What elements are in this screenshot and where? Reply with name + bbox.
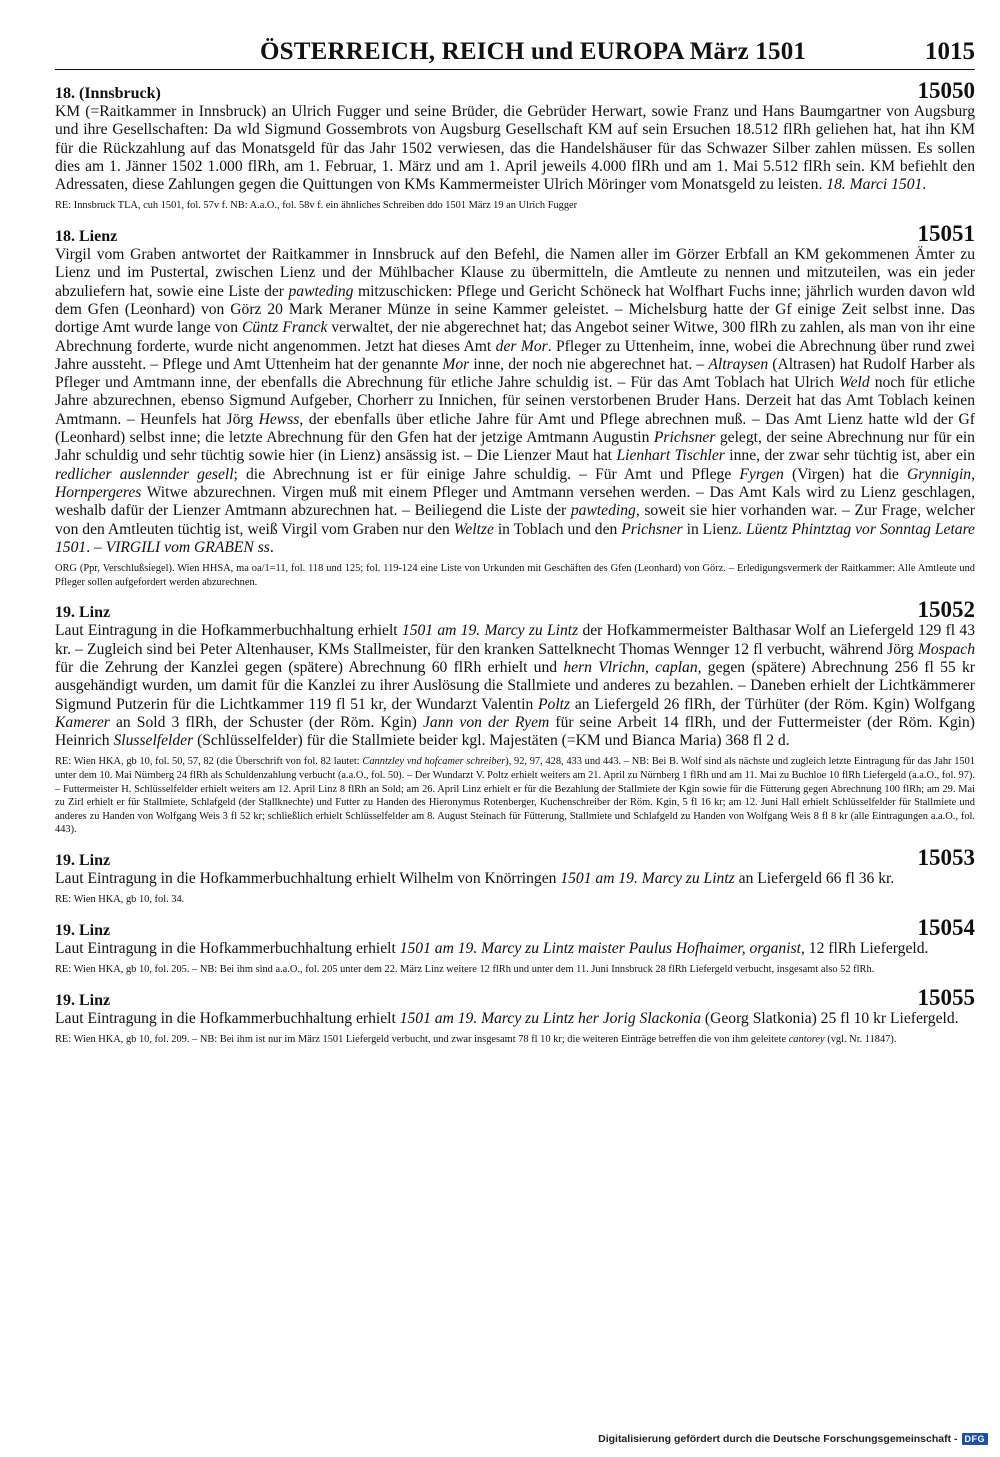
entry-body [55,246,975,557]
document-page [55,38,975,1047]
entry-date-place: 18. Lienz [55,228,118,246]
text-run: Virgil vom Graben antwortet der Raitkammer in Innsbruck auf den Befehl, die Namen aller im Görzer Erbfall an KM gekommenen Ämter zu Lienz und im Pustertal, zwischen Lienz und der Mühlbacher Klause zu übermitteln, die Amtleute zu nennen und mitzuteilen, was ein jeder abzuliefern hat, sowie eine Liste der [55,246,975,300]
text-run: RE: Wien HKA, gb 10, fol. 205. – NB: Bei ihm sind a.a.O., fol. 205 unter dem 22. März Linz weitere 12 flRh und unter dem 11. Juni Innsbruck 28 flRh Liefergeld verbucht, insgesamt also 52 flRh. [55,964,875,976]
italic-text: Jann von der Ryem [422,713,550,731]
page-number: 1015 [925,38,975,65]
italic-text: pawteding [570,502,636,520]
text-run: RE: Innsbruck TLA, cuh 1501, fol. 57v f. NB: A.a.O., fol. 58v f. ein ähnliches Schreiben ddo 1501 März 19 an Ulrich Fugger [55,200,578,212]
dfg-logo: DFG [962,1433,989,1445]
text-run: in Lienz. [682,520,746,538]
entry-date-place: 18. (Innsbruck) [55,85,161,102]
entry-number: 15051 [917,221,975,247]
text-run: für die Zehrung der Kanzlei gegen (spätere) Abrechnung 60 flRh erhielt und [55,658,564,676]
entry-body [55,940,975,958]
entry-date-place: 19. Linz [55,851,111,869]
italic-text: Weltze [453,520,494,538]
entry-number: 15052 [917,597,975,623]
text-run: gelegt, der seine Abrechnung nur für ein Jahr schuldig und sehr tüchtig sowie hier (in Lienz) ansässig ist. – Die Lienzer Maut hat [55,429,975,465]
italic-text: 1501 am 19. Marcy zu Lintz [560,869,735,887]
entry-date-place: 19. Linz [55,991,111,1009]
text-run: an Sold 3 flRh, der Schuster (der Röm. Kgin) [109,713,423,731]
text-run: Laut Eintragung in die Hofkammerbuchhaltung erhielt Wilhelm von Knörringen [55,869,561,887]
text-run: verwaltet, der nie abgerechnet hat; das Angebot seiner Witwe, 300 flRh zu zahlen, als man von ihr eine Abrechnung forderte, wurde nicht angenommen. Jetzt hat dieses Amt [55,319,975,355]
text-run: , 12 flRh Liefergeld. [800,939,929,957]
text-run: inne, der zwar sehr tüchtig ist, aber ein [724,447,975,465]
entry [55,914,975,977]
italic-text: Prichsner [653,429,716,447]
text-run: der Hofkammermeister Balthasar Wolf an Liefergeld 129 fl 43 kr. – Zugleich sind bei Peter Altenhauser, KMs Stallmeister, für den kranken Sattelknecht Thomas Wennger 12 fl verbucht, während Jörg [55,622,975,658]
italic-text: 1501 am 19. Marcy zu Lintz [401,622,579,640]
text-run: KM (=Raitkammer in Innsbruck) an Ulrich Fugger und seine Brüder, die Gebrüder Herwart, sowie Franz und Hans Baumgartner von Augsburg und ihre Gesellschaften: Da wld Sigmund Gossembrots von Augsburg Gesellschaft KM auf sein Ersuchen 18.512 flRh geliehen hat, hat ihn KM für die Rückzahlung auf das Monatsgeld für das Jahr 1502 verwiesen, das die Handelshäuser für das Schwazer Silber zahlen müssen. Es sollen dies am 1. Jänner 1502 1.000 flRh, am 1. Februar, 1. März und am 1. April jeweils 4.000 flRh und am 1. Mai 5.512 flRh sein. KM befiehlt den Adressaten, diese Zahlungen gegen die Quittungen von KMs Kammermeister Ulrich Möringer vom Monatsgeld zu leisten. [55,103,975,194]
text-run: Witwe abzurechnen. Virgen muß mit einem Pfleger und Amtmann versehen werden. – Das Amt Kals wird zu Lienz geschlagen, weshalb dafür der Lienzer Amtmann abzurechnen hat. – Beiliegend die Liste der [55,483,975,520]
entry-body [55,103,975,194]
text-run: mitzuschicken: Pflege und Gericht Schöneck hat Wolfhart Fuchs inne; jährlich wurden davon wld dem Gfen (Leonhard) von Görz 20 Mark Meraner Münze in seine Kammer geleistet. – Michelsburg hatte der Gf einige Zeit selbst inne. Das dortige Amt wurde lange von [55,282,975,337]
italic-text: Lüentz Phintztag vor Sonntag Letare 1501 [55,520,975,556]
entry-header [55,844,975,870]
text-run: (Virgen) hat die [783,465,907,483]
italic-text: 1501 am 19. Marcy zu Lintz maister Paulus Hofhaimer, organist [399,939,801,957]
italic-text: Altraysen [708,355,769,373]
italic-text: Grynnigin, Hornpergeres [55,465,976,501]
text-run: ), 92, 97, 428, 433 und 443. – NB: Bei B. Wolf sind als nächste und zugleich letzte Eintragung für das Jahr 1501 unter dem 10. Mai Nürnberg 24 flRh als Schuldenzahlung verbucht (a.a.O., fol. 50). – Der Wundarzt V. Poltz erhielt weiters am 21. April zu Nürnberg 1 flRh und am 11. Mai zu Buchloe 10 flRh Liefergeld (a.a.O., fol. 97). – Futtermeister H. Schlüsselfelder erhielt weiters am 12. April Linz 8 flRh an Sold; am 26. April Linz erhielt er für die Bezahlung der Stallmiete der Kgin sowie für die Fütterung gegen Abrechnung 100 flRh; am 29. Mai zu Zirl erhielt er für Stallmiete, Schlafgeld (der Stallknechte) und Futter zu Handen des Hieronymus Rotenberger, Kuchenschreiber der Röm. Kgin, 5 fl 16 kr; am 12. Juni Hall erhielt Schlüsselfelder für Stallmiete und anderes zu Handen von Wolfgang Weis 3 fl 52 kr; schließlich erhielt Schlüsselfelder am 8. August Steinach für Fütterung, Stallmiete und Schlafgeld zu Handen von Wolfgang Weis 8 fl 8 kr (alle Eintragungen a.a.O., fol. 443). [55,756,975,836]
entry-date-place: 19. Linz [55,921,111,939]
italic-text: Prichsner [621,520,683,538]
text-run: (vgl. Nr. 11847). [824,1034,897,1046]
text-run: (Altrasen) hat Rudolf Harber als Pfleger und Amtmann inne, der ebenfalls die Abrechnung für etliche Jahre schuldig ist. – Für das Amt Toblach hat Ulrich [55,355,975,392]
italic-text: Slusselfelder [113,732,194,750]
text-run: Laut Eintragung in die Hofkammerbuchhaltung erhielt [55,1009,400,1027]
entry-source-note [55,963,975,977]
italic-text: Mor [442,355,470,373]
text-run: , gegen (spätere) Abrechnung 256 fl 55 kr ausgehändigt wurden, um damit für die Kanzlei zu ihrer Auslösung die Stallmiete und anderes zu bezahlen. – Daneben erhielt der Lichtkämmerer Sigmund Putzerin für die Lichtkammer 119 fl 51 kr, der Wundarzt Valentin [55,658,975,713]
italic-text: Kamerer [55,713,110,731]
italic-text: redlicher auslennder gesell [55,465,234,483]
text-run: Laut Eintragung in die Hofkammerbuchhaltung erhielt [55,939,400,957]
text-run: (Georg Slatkonia) 25 fl 10 kr Liefergeld. [701,1009,959,1027]
italic-text: Weld [839,374,870,392]
italic-text: Cüntz Franck [241,319,328,337]
text-run: in Toblach und den [493,520,622,538]
entry-header [55,599,975,622]
italic-text: 1501 am 19. Marcy zu Lintz her Jorig Slackonia [399,1009,702,1027]
entry [55,984,975,1047]
text-run: (Schlüsselfelder) für die Stallmiete beider kgl. Majestäten (=KM und Bianca Maria) 368 fl 2 d. [193,732,790,750]
text-run: für seine Arbeit 14 flRh, und der Futtermeister (der Röm. Kgin) Heinrich [55,713,975,750]
entry-source-note [55,562,975,589]
text-run: Laut Eintragung in die Hofkammerbuchhaltung erhielt [55,622,402,640]
text-run: inne, der noch nie abgerechnet hat. – [469,355,709,373]
text-run: an Liefergeld 26 flRh, der Türhüter (der Röm. Kgin) Wolfgang [570,695,975,713]
footer [598,1433,988,1445]
text-run: . [922,176,927,194]
italic-text: VIRGILI vom GRABEN ss [105,538,270,556]
text-run: . – [86,538,106,556]
entry-source-note [55,893,975,907]
text-run: . Pfleger zu Uttenheim, inne, wobei die Abrechnung über rund zwei Jahre aussteht. – Pflege und Amt Uttenheim hat der genannte [55,337,975,373]
running-head [55,38,975,70]
entries-list [55,80,975,1047]
text-run: ORG (Ppr, Verschlußsiegel). Wien HHSA, ma oa/1=11, fol. 118 und 125; fol. 119-124 eine Liste von Urkunden mit Geschäften des Gfen (Leonhard) von Görz. – Erledigungsvermerk der Raitkammer: Alle Amtleute und Pfleger sollen aufgefordert werden abzurechnen. [55,563,975,588]
entry-source-note [55,1033,975,1047]
text-run: noch für etliche Jahre abzurechnen, ebenso Sigmund Aufgeber, Chorherr zu Innichen, für seinen verstorbenen Bruder Hans. Derzeit hat das Amt Toblach keinen Amtmann. – Heunfels hat Jörg [55,374,976,428]
text-run: ; die Abrechnung ist er für einige Jahre schuldig. – Für Amt und Pflege [233,465,740,483]
text-run: RE: Wien HKA, gb 10, fol. 209. – NB: Bei ihm ist nur im März 1501 Liefergeld verbucht, und zwar insgesamt 78 fl 10 kr; die weiteren Einträge betreffen die von ihm geleitete [55,1034,789,1046]
entry-body [55,870,975,888]
footer-text: Digitalisierung gefördert durch die Deutsche Forschungsgemeinschaft - [598,1433,958,1445]
entry-number: 15054 [917,914,975,940]
entry-body [55,1010,975,1028]
text-run: . [269,538,274,556]
italic-text: hern Vlrichn, caplan [563,658,698,676]
entry-number: 15050 [917,78,975,103]
entry-header [55,80,975,103]
entry-source-note [55,199,975,213]
entry [55,599,975,837]
italic-text: der Mor [495,337,548,355]
entry-number: 15053 [917,844,975,870]
entry [55,223,975,589]
italic-text: Poltz [538,695,571,713]
italic-text: Fyrgen [739,465,784,483]
entry-date-place: 19. Linz [55,604,111,622]
italic-text: Canntzley vnd hofcamer schreiber [362,756,506,768]
entry-number: 15055 [917,984,975,1010]
italic-text: cantorey [788,1034,825,1046]
text-run: , der ebenfalls über etliche Jahre für Amt und Pflege abrechnen muß. – Das Amt Lienz hatte wld der Gf (Leonhard) selbst inne; die letzte Abrechnung für den Gfen hat der jetzige Amtmann Augustin [55,410,975,447]
entry-body [55,622,975,750]
italic-text: 18. Marci 1501 [826,176,923,194]
italic-text: Lienhart Tischler [616,447,725,465]
running-head-title: ÖSTERREICH, REICH und EUROPA März 1501 [260,38,807,65]
entry [55,844,975,907]
entry-header [55,984,975,1010]
entry-source-note [55,755,975,837]
entry [55,80,975,213]
text-run: RE: Wien HKA, gb 10, fol. 34. [55,894,185,906]
text-run: RE: Wien HKA, gb 10, fol. 50, 57, 82 (die Überschrift von fol. 82 lautet: [55,756,363,768]
italic-text: Mospach [917,640,975,658]
italic-text: Hewss [258,410,300,428]
text-run: , soweit sie hier vorhanden war. – Zur Frage, welcher von den Amtleuten tüchtig ist, weiß Virgil vom Graben nur den [55,502,975,538]
italic-text: pawteding [288,282,354,300]
entry-header [55,914,975,940]
entry-header [55,223,975,246]
text-run: an Liefergeld 66 fl 36 kr. [734,869,895,887]
